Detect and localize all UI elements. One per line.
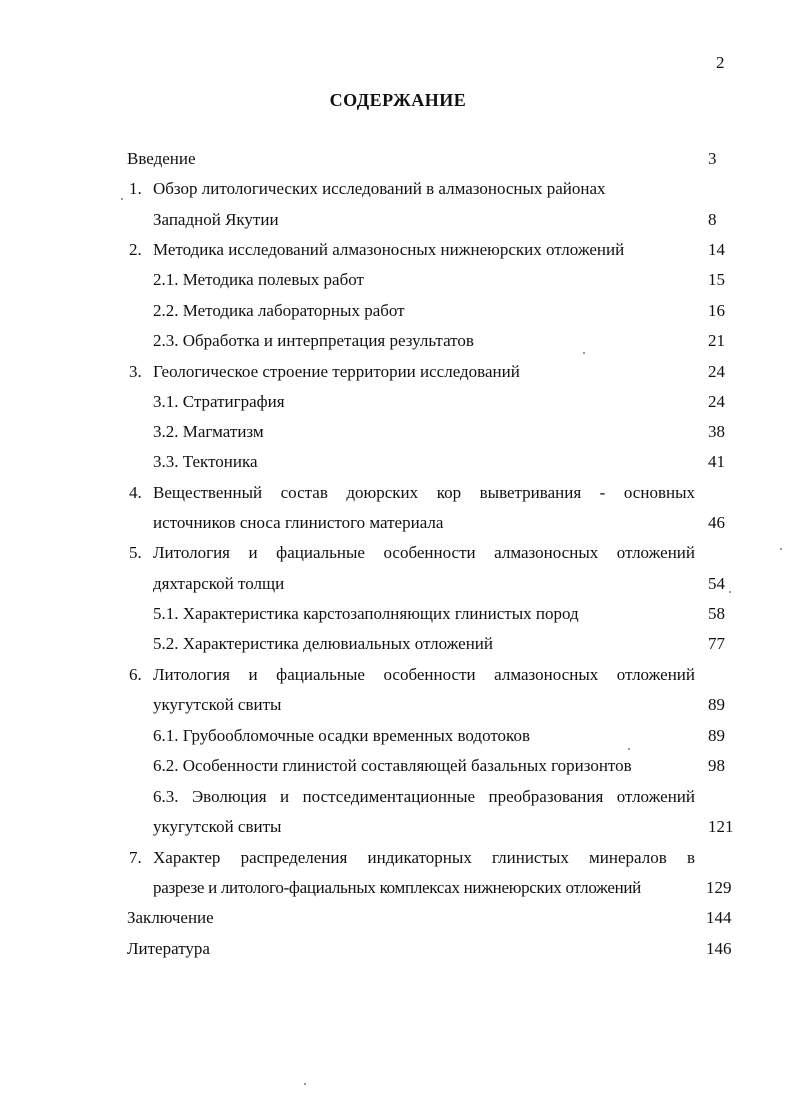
toc-entry-number: 3.: [129, 362, 142, 381]
toc-entry-page: 58: [708, 604, 725, 623]
toc-entry-s3-2[interactable]: [0, 419, 796, 449]
toc-entry-page: 24: [708, 392, 725, 411]
toc-entry-ch4[interactable]: [0, 480, 796, 510]
scan-speck: [304, 1083, 306, 1085]
toc-entry-number: 7.: [129, 848, 142, 867]
toc-entry-page: 77: [708, 634, 725, 653]
toc-entry-page: 54: [708, 574, 725, 593]
toc-entry-s6-1[interactable]: [0, 723, 796, 753]
toc-entry-title-cont: источников сноса глинистого материала: [153, 513, 444, 532]
toc-entry-title: 2.2. Методика лабораторных работ: [153, 301, 405, 320]
toc-entry-ch1-cont[interactable]: [0, 207, 796, 237]
toc-entry-s2-1[interactable]: [0, 267, 796, 297]
toc-entry-page: 144: [706, 908, 732, 927]
toc-entry-title: 6.2. Особенности глинистой составляющей базальных горизонтов: [153, 756, 632, 775]
toc-entry-title: 2.1. Методика полевых работ: [153, 270, 364, 289]
toc-entry-s6-3[interactable]: [0, 784, 796, 814]
toc-entry-page: 129: [706, 878, 732, 897]
toc-entry-title: Заключение: [127, 908, 214, 927]
toc-entry-s5-1[interactable]: [0, 601, 796, 631]
toc-entry-ch2[interactable]: [0, 237, 796, 267]
toc-entry-title: Литература: [127, 939, 210, 958]
toc-entry-title: Вещественный состав доюрских кор выветривания - основных: [153, 483, 695, 502]
toc-entry-title: Литология и фациальные особенности алмазоносных отложений: [153, 543, 695, 562]
toc-entry-title: 6.1. Грубообломочные осадки временных водотоков: [153, 726, 530, 745]
toc-entry-title: Введение: [127, 149, 196, 168]
toc-entry-title-cont: Западной Якутии: [153, 210, 279, 229]
toc-entry-page: 8: [708, 210, 717, 229]
toc-entry-ch5[interactable]: [0, 540, 796, 570]
toc-entry-page: 89: [708, 695, 725, 714]
scan-speck: [780, 548, 782, 550]
toc-entry-title: 3.1. Стратиграфия: [153, 392, 285, 411]
toc-entry-ch4-cont[interactable]: [0, 510, 796, 540]
toc-entry-title: Методика исследований алмазоносных нижнеюрских отложений: [153, 240, 625, 259]
toc-entry-s6-2[interactable]: [0, 753, 796, 783]
toc-entry-number: 2.: [129, 240, 142, 259]
toc-entry-ch6-cont[interactable]: [0, 692, 796, 722]
toc-entry-title: Характер распределения индикаторных глинистых минералов в: [153, 848, 695, 867]
toc-entry-page: 121: [708, 817, 734, 836]
toc-entry-s6-3-cont[interactable]: [0, 814, 796, 844]
toc-entry-s3-3[interactable]: [0, 449, 796, 479]
toc-entry-ch3[interactable]: [0, 359, 796, 389]
scan-speck: [583, 352, 585, 354]
toc-entry-s5-2[interactable]: [0, 631, 796, 661]
toc-entry-number: 1.: [129, 179, 142, 198]
toc-entry-page: 38: [708, 422, 725, 441]
toc-entry-title: 3.2. Магматизм: [153, 422, 264, 441]
toc-entry-title: 5.2. Характеристика делювиальных отложений: [153, 634, 493, 653]
toc-entry-ch5-cont[interactable]: [0, 571, 796, 601]
scan-speck: [121, 198, 123, 200]
toc-entry-s2-3[interactable]: [0, 328, 796, 358]
toc-entry-page: 15: [708, 270, 725, 289]
toc-entry-ch7-cont[interactable]: [0, 875, 796, 905]
toc-entry-page: 98: [708, 756, 725, 775]
toc-entry-title-cont: разрезе и литолого-фациальных комплексах нижнеюрских отложений: [153, 878, 641, 897]
toc-entry-title: 3.3. Тектоника: [153, 452, 258, 471]
toc-entry-page: 89: [708, 726, 725, 745]
toc-entry-title-cont: укугутской свиты: [153, 817, 282, 836]
toc-entry-page: 41: [708, 452, 725, 471]
toc-entry-ch7[interactable]: [0, 845, 796, 875]
scan-speck: [628, 748, 630, 750]
toc-entry-intro[interactable]: [0, 146, 796, 176]
toc-entry-page: 24: [708, 362, 725, 381]
toc-entry-page: 14: [708, 240, 725, 259]
toc-entry-title: Геологическое строение территории исследований: [153, 362, 520, 381]
toc-entry-s2-2[interactable]: [0, 298, 796, 328]
page-title: СОДЕРЖАНИЕ: [329, 90, 467, 110]
toc-entry-title: Литология и фациальные особенности алмазоносных отложений: [153, 665, 695, 684]
toc-entry-page: 3: [708, 149, 717, 168]
toc-entry-title: 6.3. Эволюция и постседиментационные преобразования отложений: [153, 787, 695, 806]
toc-entry-ch6[interactable]: [0, 662, 796, 692]
toc-entry-page: 146: [706, 939, 732, 958]
toc-entry-literature[interactable]: [0, 936, 796, 966]
toc-entry-number: 4.: [129, 483, 142, 502]
toc-entry-page: 46: [708, 513, 725, 532]
toc-entry-number: 6.: [129, 665, 142, 684]
toc-entry-title: 2.3. Обработка и интерпретация результатов: [153, 331, 474, 350]
toc-entry-number: 5.: [129, 543, 142, 562]
page-number: 2: [716, 53, 725, 72]
toc-entry-conclusion[interactable]: [0, 905, 796, 935]
toc-entry-page: 21: [708, 331, 725, 350]
toc-entry-title-cont: дяхтарской толщи: [153, 574, 285, 593]
toc-entry-page: 16: [708, 301, 725, 320]
toc-entry-title: 5.1. Характеристика карстозаполняющих глинистых пород: [153, 604, 579, 623]
toc-entry-ch1[interactable]: [0, 176, 796, 206]
scan-speck: [729, 591, 731, 593]
toc-entry-title: Обзор литологических исследований в алмазоносных районах: [153, 179, 606, 198]
toc-entry-s3-1[interactable]: [0, 389, 796, 419]
toc-entry-title-cont: укугутской свиты: [153, 695, 282, 714]
